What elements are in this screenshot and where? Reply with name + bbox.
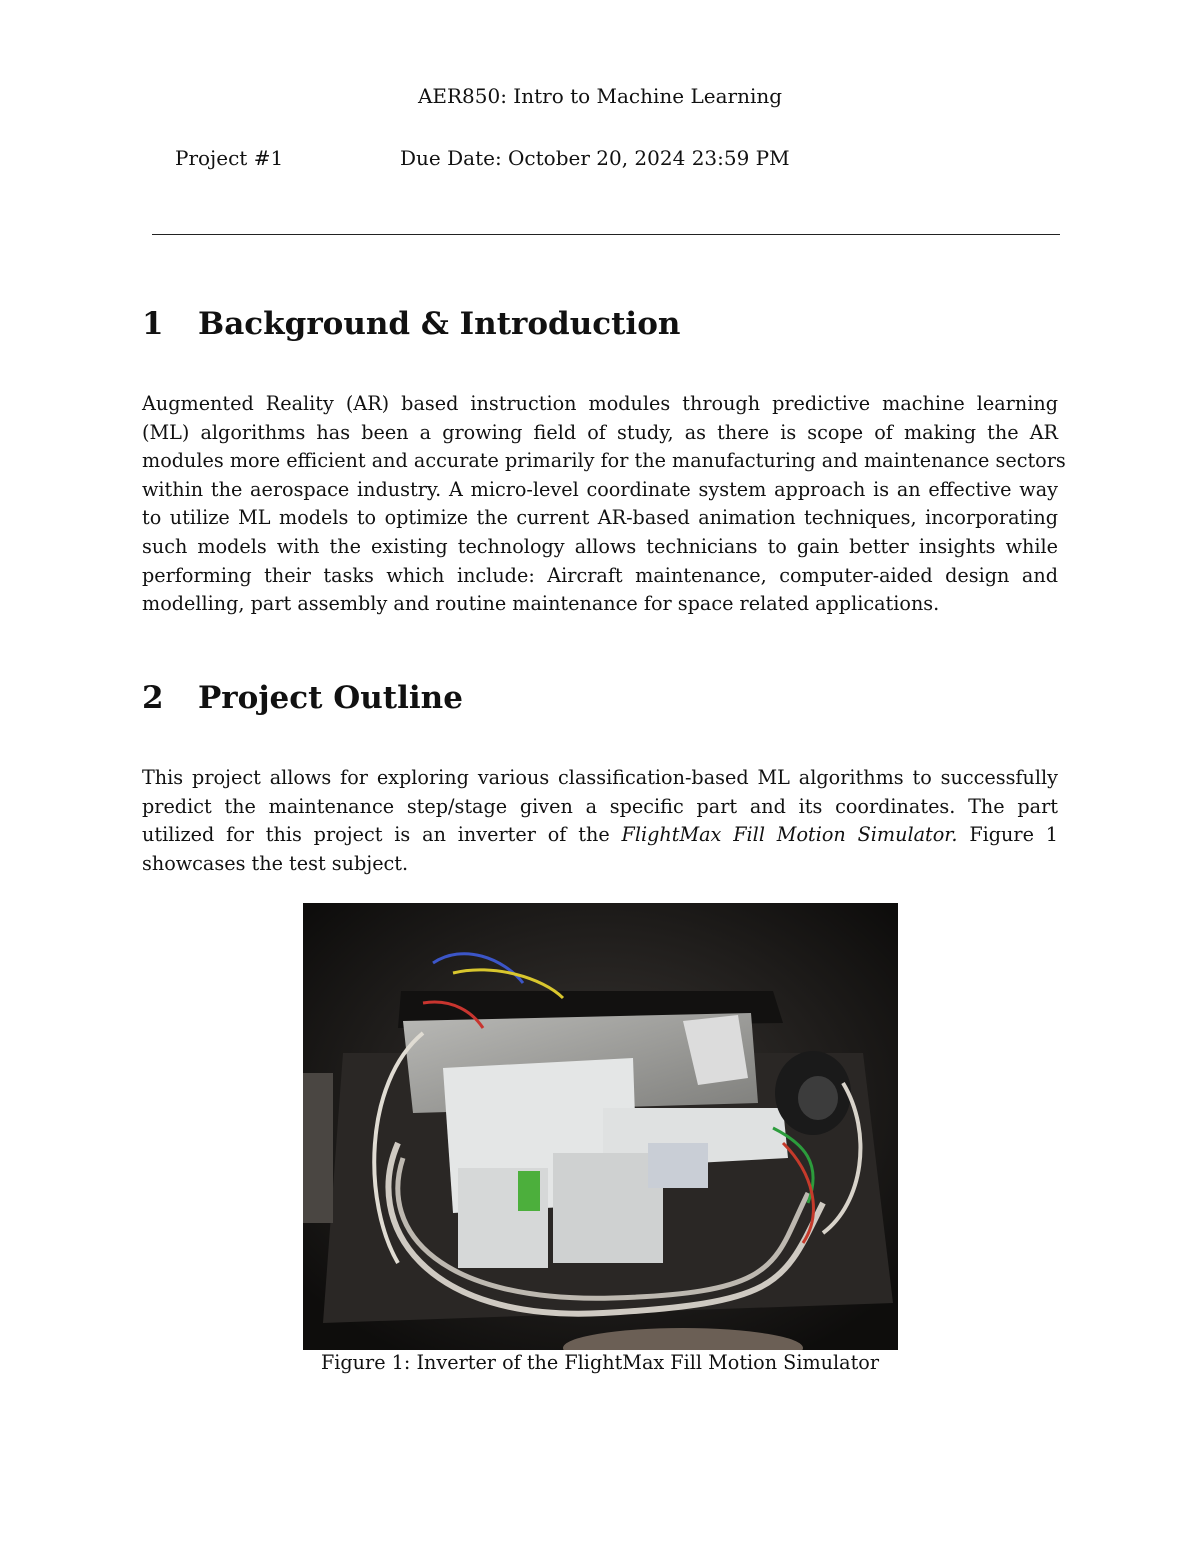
- course-title: AER850: Intro to Machine Learning: [417, 84, 783, 108]
- section-heading-project-outline: [142, 680, 463, 716]
- paragraph-line: such models with the existing technology allows technicians to gain better insights while: [142, 534, 1058, 558]
- section-heading-background: [142, 306, 680, 342]
- paragraph-line: within the aerospace industry. A micro-level coordinate system approach is an effective way: [142, 477, 1058, 501]
- paragraph-line-with-italic: [142, 821, 1058, 850]
- project-number: Project #1: [175, 146, 284, 170]
- section-title: Project Outline: [198, 680, 463, 716]
- section-title: Background & Introduction: [198, 306, 681, 342]
- background-paragraph: [142, 390, 1066, 619]
- project-outline-paragraph: [142, 764, 1058, 878]
- paragraph-line: predict the maintenance step/stage given a specific part and its coordinates. The part: [142, 794, 1058, 818]
- due-date: Due Date: October 20, 2024 23:59 PM: [400, 146, 790, 170]
- section-number: 1: [142, 306, 164, 342]
- paragraph-line: Augmented Reality (AR) based instruction modules through predictive machine learning: [142, 392, 1058, 415]
- figure-caption: Figure 1: Inverter of the FlightMax Fill Motion Simulator: [320, 1351, 880, 1374]
- paragraph-line: performing their tasks which include: Aircraft maintenance, computer-aided design and: [142, 563, 1058, 587]
- paragraph-line: modelling, part assembly and routine maintenance for space related applications.: [142, 592, 940, 616]
- paragraph-line: (ML) algorithms has been a growing field of study, as there is scope of making the AR: [142, 420, 1058, 444]
- simulator-name: FlightMax Fill Motion Simulator.: [621, 823, 958, 847]
- header-divider: [152, 234, 1060, 235]
- text-run: utilized for this project is an inverter of the: [142, 823, 622, 847]
- section-number: 2: [142, 680, 164, 716]
- inverter-photo: [303, 903, 898, 1350]
- paragraph-line: modules more efficient and accurate primarily for the manufacturing and maintenance sectors: [142, 449, 1066, 473]
- paragraph-line: to utilize ML models to optimize the current AR-based animation techniques, incorporating: [142, 506, 1058, 530]
- paragraph-line: This project allows for exploring various classification-based ML algorithms to successfully: [142, 766, 1058, 789]
- text-run: Figure 1: [957, 823, 1059, 847]
- paragraph-line: showcases the test subject.: [142, 851, 409, 875]
